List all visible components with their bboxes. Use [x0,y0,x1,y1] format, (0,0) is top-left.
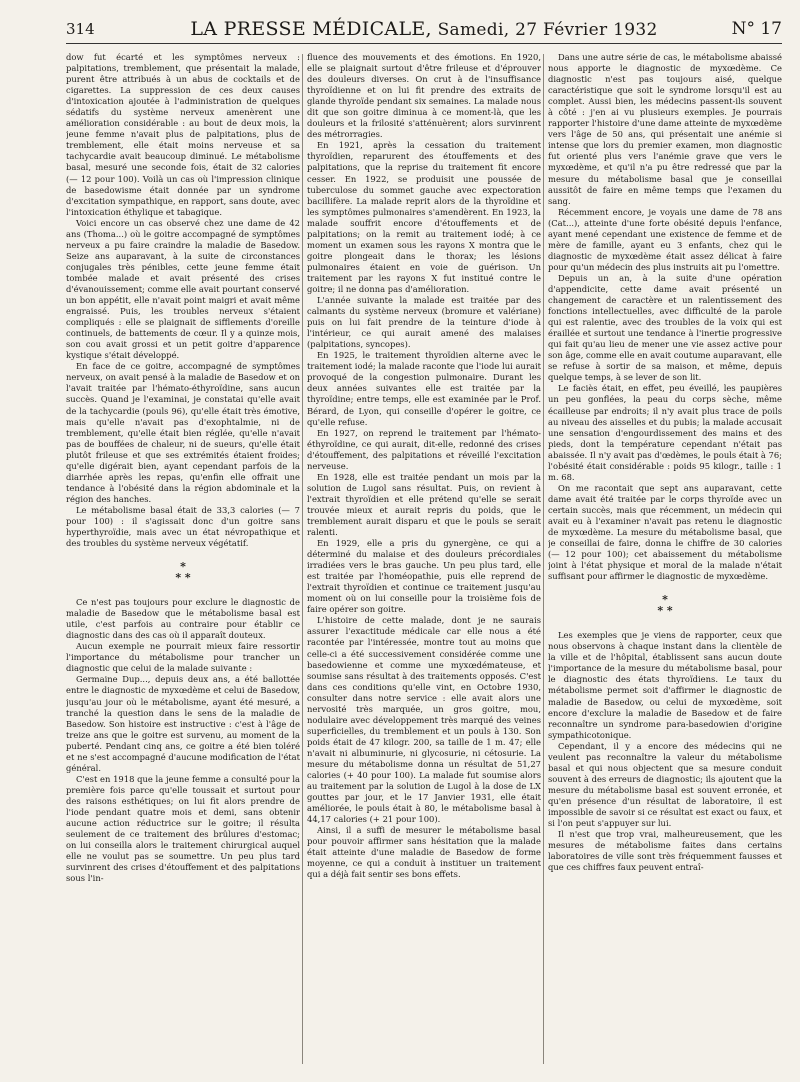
paragraph: Dans une autre série de cas, le métabolisme abaissé nous apporte le diagnostic de myxœdème. Ce diagnostic n'est pas toujours aisé, quelque caractéristique que soit le syndrome lorsqu'il est au complet. Aussi bien, les médecins passent-ils souvent à côté : j'en ai vu plusieurs exemples. Je pourrais rapporter l'histoire d'une dame atteinte de myxœdème vers l'âge de 50 ans, qui présentait une anémie si intense que lors du premier examen, mon diagnostic fut orienté plus vers l'anémie grave que vers le myxœdème, et qu'il n'a pu être redressé que par la mesure du métabolisme basal que je conseillai aussitôt de faire en même temps que l'examen du sang. [548,52,782,206]
paragraph: L'histoire de cette malade, dont je ne saurais assurer l'exactitude médicale car elle nous a été racontée par l'intéressée, montre tout au moins que celle-ci a été successivement considérée comme une basedowienne et comme une myxœdémateuse, et soumise sans résultat à des traitements opposés. C'est dans ces conditions qu'elle vint, en Octobre 1930, consulter dans notre service : elle avait alors une nervosité très marquée, un gros goitre, mou, nodulaire avec développement très marqué des veines superficielles, du tremblement et un pouls à 130. Son poids était de 47 kilogr. 200, sa taille de 1 m. 47; elle n'avait ni albuminurie, ni glycosurie, ni cétosurie. La mesure du métabolisme donna un résultat de 51,27 calories (+ 40 pour 100). La malade fut soumise alors au traitement par la solution de Lugol à la dose de LX gouttes par jour, et le 17 Janvier 1931, elle était améliorée, le pouls était à 80, le métabolisme basal à 44,17 calories (+ 21 pour 100). [307,615,541,825]
paragraph: En 1921, après la cessation du traitement thyroïdien, reparurent des étouffements et des palpitations, que la reprise du traitement fit encore cesser. En 1922, se produisit une poussée de tuberculose du sommet gauche avec expectoration bacillifère. La malade reprit alors de la thyroïdine et les symptômes pulmonaires s'amendèrent. En 1923, la malade souffrit encore d'étouffements et de palpitations; on la remit au traitement iodé; à ce moment un examen sous les rayons X montra que le goitre plongeait dans le thorax; les lésions pulmonaires étaient en voie de guérison. Un traitement par les rayons X fut institué contre le goitre; il ne donna pas d'amélioration. [307,140,541,294]
header-rule [66,43,782,44]
paragraph: fluence des mouvements et des émotions. En 1920, elle se plaignait surtout d'être frileuse et d'éprouver des douleurs diverses. On crut à de l'insuffisance thyroïdienne et on lui fit prendre des extraits de glande thyroïde pendant six semaines. La malade nous dit que son goitre diminua à ce moment-là, que les douleurs et la frilosité s'atténuèrent; alors survinrent des métrorragies. [307,52,541,140]
issue-number: N° 17 [731,19,782,39]
paragraph: Ce n'est pas toujours pour exclure le diagnostic de maladie de Basedow que le métabolisme basal est utile, c'est parfois au contraire pour établir ce diagnostic dans des cas où il apparaît douteux. [66,597,300,641]
star-line: * * [657,604,673,618]
page-number: 314 [66,20,95,38]
column-middle [307,52,541,1072]
star-line: * * [175,571,191,585]
paragraph: Ainsi, il a suffi de mesurer le métabolisme basal pour pouvoir affirmer sans hésitation que la malade était atteinte d'une maladie de Basedow de forme moyenne, ce qui a conduit à instituer un traitement qui a déjà fait sentir ses bons effets. [307,825,541,880]
paragraph: Les exemples que je viens de rapporter, ceux que nous observons à chaque instant dans la clientèle de la ville et de l'hôpital, établissent sans aucun doute l'importance de la mesure du métabolisme basal, pour le diagnostic des états thyroïdiens. Le taux du métabolisme permet soit d'affirmer le diagnostic de maladie de Basedow, ou celui de myxœdème, soit encore d'exclure la maladie de Basedow et de faire reconnaître un syndrome para-basedowien d'origine sympathicotonique. [548,630,782,740]
paragraph: En 1927, on reprend le traitement par l'hémato-éthyroïdine, ce qui aurait, dit-elle, redonné des crises d'étouffement, des palpitations et réveillé l'excitation nerveuse. [307,427,541,471]
paragraph: En 1929, elle a pris du gynergène, ce qui a déterminé du malaise et des douleurs précordiales irradiées vers le bras gauche. Un peu plus tard, elle est traitée par l'homéopathie, puis elle reprend de l'extrait thyroïdien et continue ce traitement jusqu'au moment où on lui conseille pour la troisième fois de faire opérer son goitre. [307,538,541,615]
column-left [66,52,300,1072]
paragraph: Germaine Dup..., depuis deux ans, a été ballottée entre le diagnostic de myxœdème et celui de Basedow, jusqu'au jour où le métabolisme, ayant été mesuré, a tranché la question dans le sens de la maladie de Basedow. Son histoire est instructive : c'est à l'âge de treize ans que le goitre est survenu, au moment de la puberté. Pendant cinq ans, ce goitre a été bien toléré et ne s'est accompagné d'aucune modification de l'état général. [66,674,300,773]
paragraph: En 1925, le traitement thyroïdien alterne avec le traitement iodé; la malade raconte que l'iode lui aurait provoqué de la congestion pulmonaire. Durant les deux années suivantes elle est traitée par la thyroïdine; entre temps, elle est examinée par le Prof. Bérard, de Lyon, qui conseille d'opérer le goitre, ce qu'elle refuse. [307,350,541,427]
paragraph: Le métabolisme basal était de 33,3 calories (— 7 pour 100) : il s'agissait donc d'un goitre sans hyperthyroïdie, mais avec un état névropathique et des troubles du système nerveux végétatif. [66,504,300,549]
column-separator [302,54,303,1064]
paragraph: Aucun exemple ne pourrait mieux faire ressortir l'importance du métabolisme pour trancher un diagnostic que celui de la malade suivante : [66,641,300,674]
paragraph: Depuis un an, à la suite d'une opération d'appendicite, cette dame avait présenté un changement de caractère et un ralentissement des fonctions intellectuelles, avec difficulté de la parole qui est ralentie, avec des troubles de la voix qui est éraillée et surtout une tendance à l'inertie progressive qui fait qu'au lieu de mener une vie assez active pour son âge, comme elle en avait coutume auparavant, elle se refuse à sortir de sa maison, et même, depuis quelque temps, à se lever de son lit. [548,272,782,383]
running-title [66,18,782,40]
section-separator [548,594,782,616]
paragraph: Le faciès était, en effet, peu éveillé, les paupières un peu gonflées, la peau du corps sèche, même écailleuse par endroits; il n'y avait plus trace de poils au niveau des aisselles et du pubis; la malade accusait une sensation d'engourdissement des mains et des pieds, dont la température cependant n'était pas abaissée. Il n'y avait pas d'œdèmes, le pouls était à 76; l'obésité était considérable : poids 95 kilogr., taille : 1 m. 68. [548,383,782,482]
paragraph: Il n'est que trop vrai, malheureusement, que les mesures de métabolisme faites dans certains laboratoires de ville sont très fréquemment fausses et que ces chiffres faux peuvent entraî- [548,829,782,873]
star-line: * [180,560,186,574]
star-line: * [662,593,668,607]
paragraph: Cependant, il y a encore des médecins qui ne veulent pas reconnaître la valeur du métabolisme basal et qui nous objectent que sa mesure conduit souvent à des erreurs de diagnostic; ils ajoutent que la mesure du métabolisme basal est souvent erronée, et qu'en présence d'un résultat de laboratoire, il est impossible de savoir si ce résultat est exact ou faux, et si l'on peut s'appuyer sur lui. [548,740,782,829]
paragraph: On me racontait que sept ans auparavant, cette dame avait été traitée par le corps thyroïde avec un certain succès, mais que récemment, un médecin qui avait eu à l'examiner n'avait pas retenu le diagnostic de myxœdème. La mesure du métabolisme basal, que je conseillai de faire, donna le chiffre de 30 calories (— 12 pour 100); cet abaissement du métabolisme joint à l'état physique et moral de la malade n'était suffisant pour affirmer le diagnostic de myxœdème. [548,482,782,582]
paragraph: C'est en 1918 que la jeune femme a consulté pour la première fois parce qu'elle toussait et surtout pour des raisons esthétiques; on lui fit alors prendre de l'iode pendant quatre mois et demi, sans obtenir aucune action réductrice sur le goitre; il résulta seulement de ce traitement des brûlures d'estomac; on lui conseilla alors le traitement chirurgical auquel elle ne voulut pas se soumettre. Un peu plus tard survinrent des crises d'étouffement et des palpitations sous l'in- [66,773,300,884]
page-header [66,18,782,44]
paragraph: L'année suivante la malade est traitée par des calmants du système nerveux (bromure et valériane) puis on lui fait prendre de la teinture d'iode à l'intérieur, ce qui aurait amené des malaises (palpitations, syncopes). [307,295,541,350]
paragraph: En face de ce goitre, accompagné de symptômes nerveux, on avait pensé à la maladie de Basedow et on l'avait traitée par l'hémato-éthyroïdine, sans aucun succès. Quand je l'examinai, je constatai qu'elle avait de la tachycardie (pouls 96), qu'elle était très émotive, mais qu'elle n'avait pas d'exophtalmie, ni de tremblement, qu'elle était bien réglée, qu'elle n'avait pas de bouffées de chaleur, ni de sueurs, qu'elle était plutôt frileuse et que ses extrémités étaient froides; qu'elle digérait bien, ayant cependant parfois de la diarrhée après les repas, qu'enfin elle offrait une tendance à l'obésité dans la région abdominale et la région des hanches. [66,361,300,504]
issue-date: Samedi, 27 Février 1932 [437,20,658,40]
paragraph: dow fut écarté et les symptômes nerveux : palpitations, tremblement, que présentait la malade, purent être attribués à un abus de cocktails et de cigarettes. La suppression de ces deux causes d'intoxication ajoutée à l'administration de quelques sédatifs du système nerveux amenèrent une amélioration considérable : au bout de deux mois, la jeune femme n'avait plus de palpitations, plus de tremblement, elle était moins nerveuse et sa tachycardie avait beaucoup diminué. Le métabolisme basal, mesuré une seconde fois, était de 32 calories (— 12 pour 100). Voilà un cas où l'impression clinique de basedowisme était donnée par un syndrome d'excitation sympathique, en rapport, sans doute, avec l'intoxication éthylique et tabagique. [66,52,300,217]
paragraph: Voici encore un cas observé chez une dame de 42 ans (Thoma...) où le goitre accompagné de symptômes nerveux a pu faire craindre la maladie de Basedow. Seize ans auparavant, à la suite de circonstances conjugales très pénibles, cette jeune femme était tombée malade et avait présenté des crises d'évanouissement; comme elle avait pourtant conservé un bon appétit, elle n'avait point maigri et avait même engraissé. Puis, les troubles nerveux s'étaient compliqués : elle se plaignait de sifflements d'oreille continuels, de battements de cœur. Il y a quinze mois, son cou avait grossi et un petit goitre d'apparence kystique s'était développé. [66,217,300,361]
journal-name: LA PRESSE MÉDICALE, [190,18,432,40]
column-separator [543,54,544,1064]
column-right [548,52,782,1072]
paragraph: Récemment encore, je voyais une dame de 78 ans (Cat...), atteinte d'une forte obésité depuis l'enfance, ayant mené cependant une existence de femme et de mère de famille, ayant eu 3 enfants, chez qui le diagnostic de myxœdème était assez délicat à faire pour qu'un médecin des plus instruits ait pu l'omettre. [548,206,782,272]
paragraph: En 1928, elle est traitée pendant un mois par la solution de Lugol sans résultat. Puis, on revient à l'extrait thyroïdien et elle prétend qu'elle se serait trouvée mieux et aurait repris du poids, que le tremblement aurait disparu et que le pouls se serait ralenti. [307,471,541,538]
section-separator [66,561,300,583]
